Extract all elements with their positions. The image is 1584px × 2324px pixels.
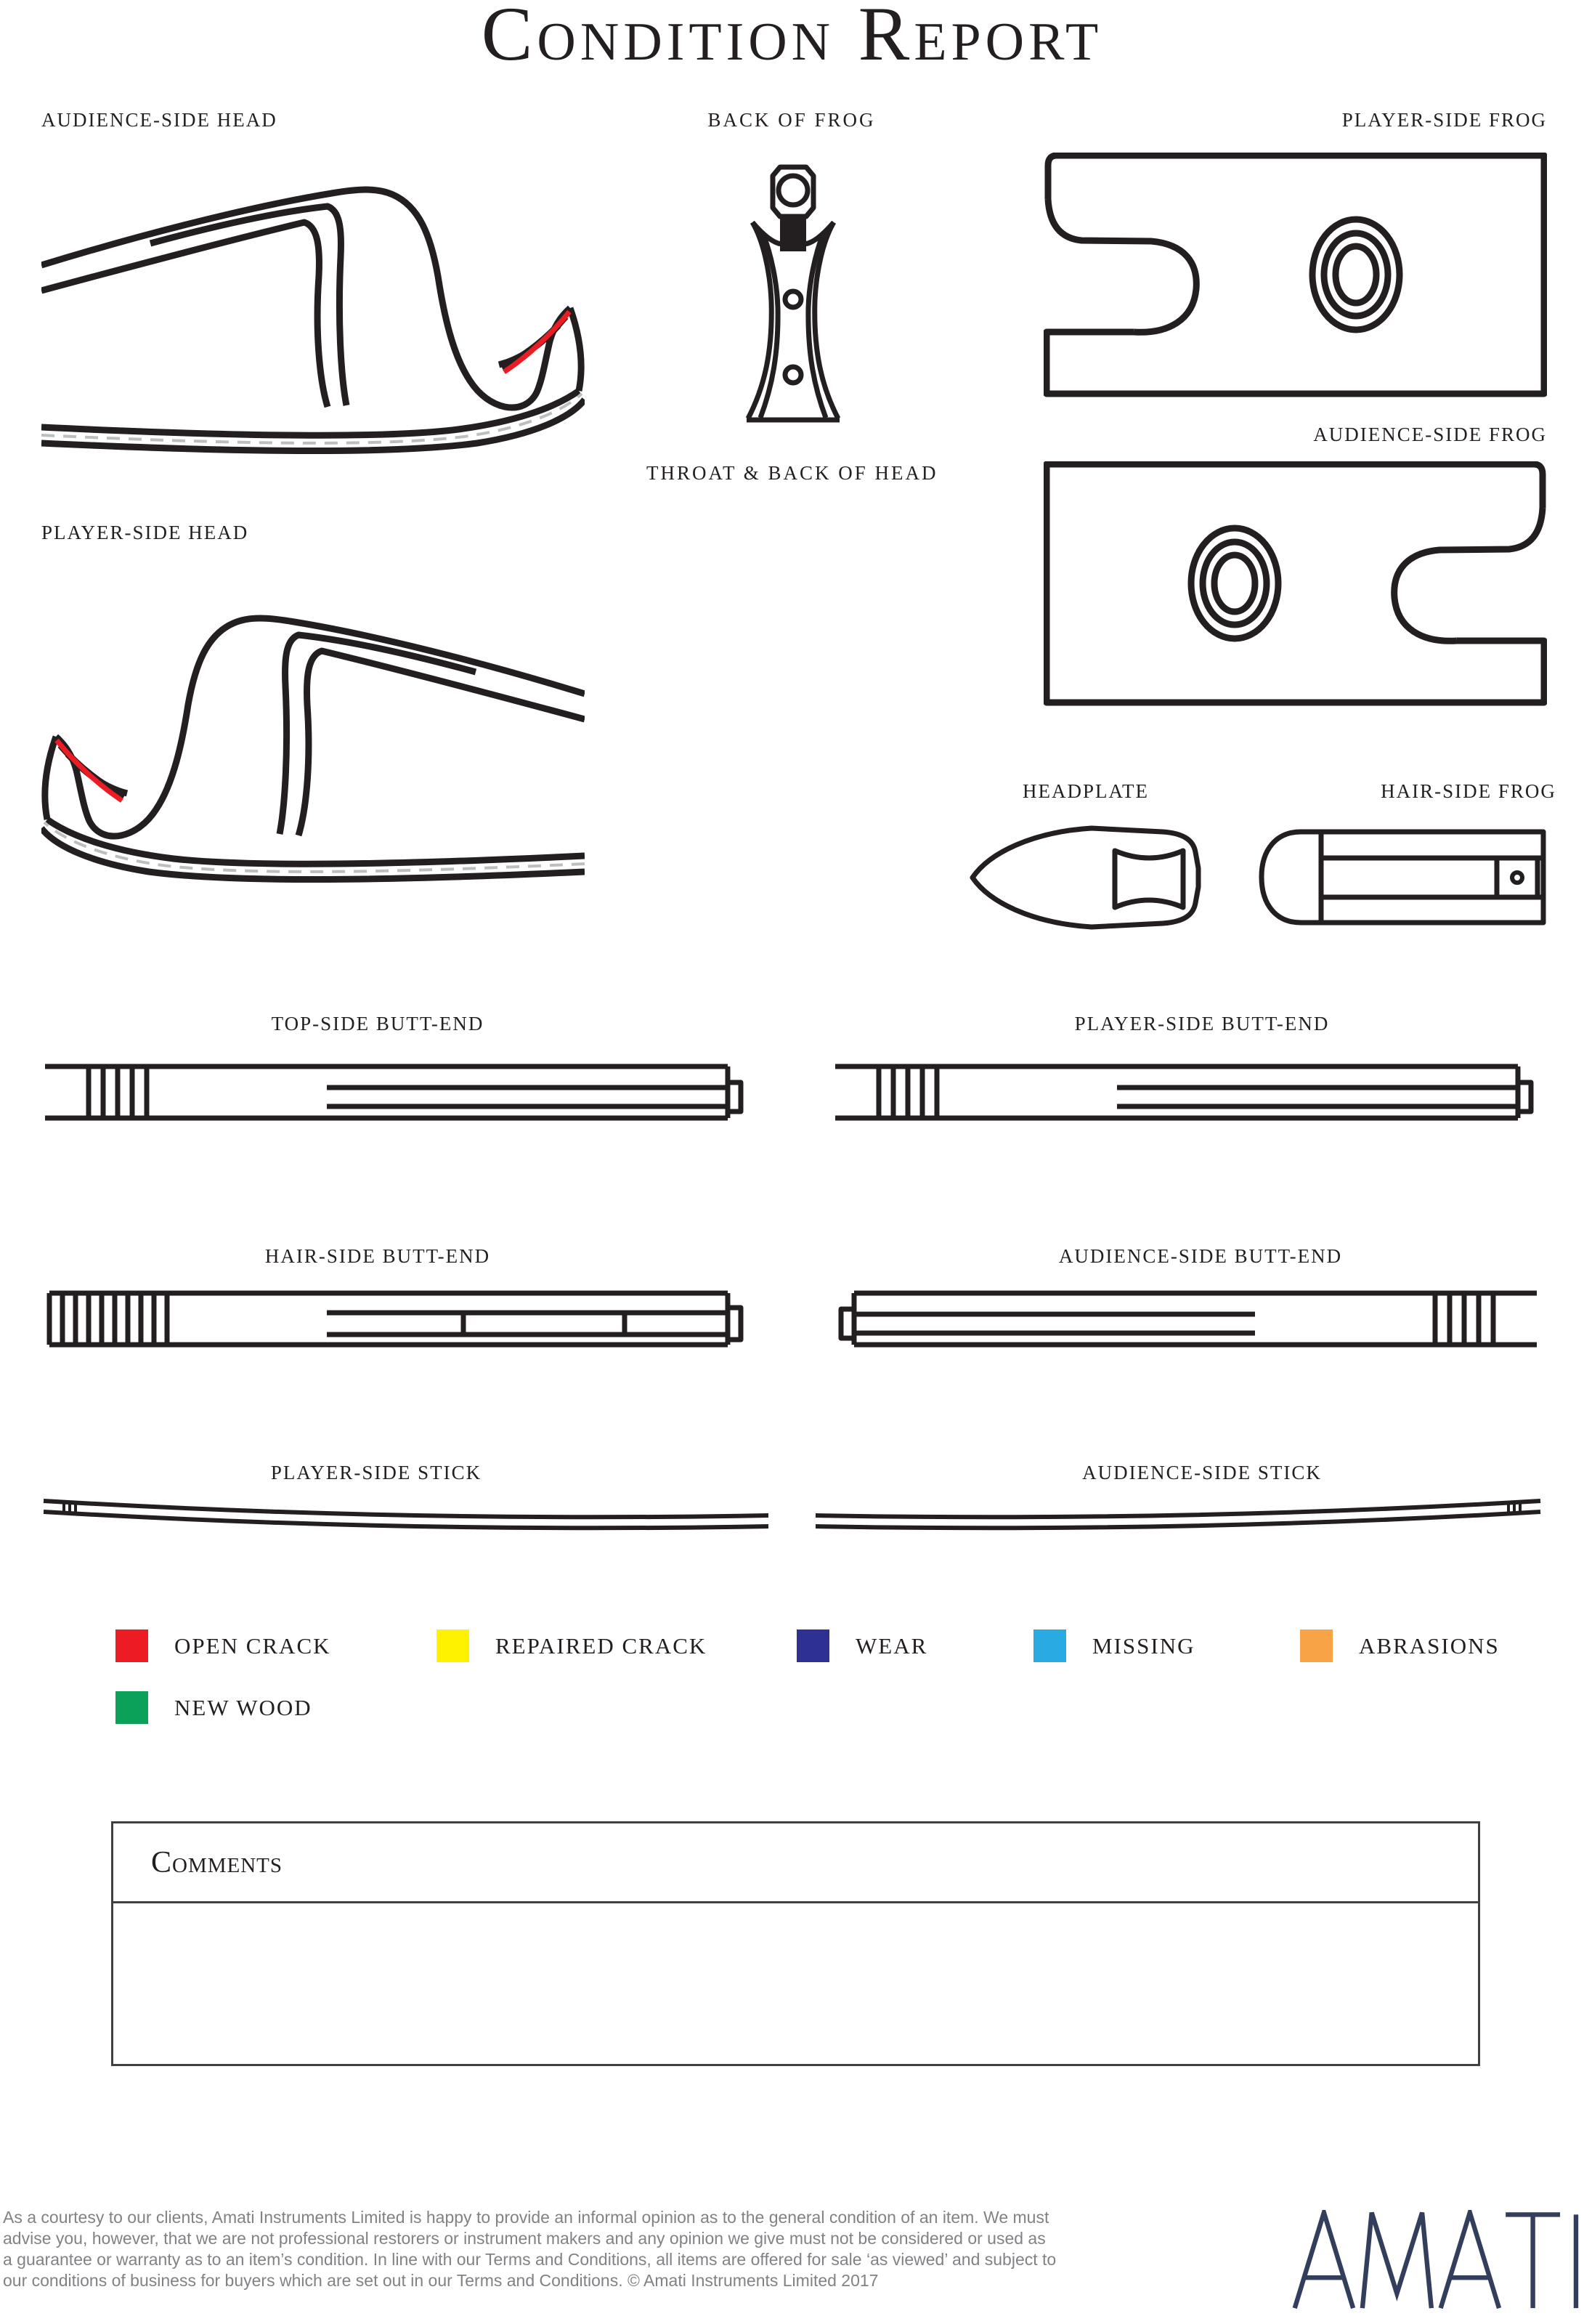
page-title: Condition Report — [481, 0, 1103, 76]
comments-header — [113, 1823, 1478, 1903]
footer-line: advise you, however, that we are not professional restorers or instrument makers and any opinion we give must not be considered or used as — [3, 2229, 1046, 2248]
label-audience-side-head: AUDIENCE-SIDE HEAD — [41, 109, 277, 131]
audience-side-stick-diagram — [814, 1494, 1542, 1537]
repaired-crack-label: REPAIRED CRACK — [495, 1632, 707, 1659]
top-side-butt-end-diagram — [44, 1064, 748, 1121]
legend-item-missing — [1033, 1629, 1195, 1662]
wear-label: WEAR — [856, 1632, 928, 1659]
legend-item-open-crack — [115, 1629, 331, 1662]
label-back-of-frog: BACK OF FROG — [707, 109, 876, 131]
player-side-stick-diagram — [42, 1494, 770, 1537]
footer-line: As a courtesy to our clients, Amati Instruments Limited is happy to provide an informal opinion as to the general condition of an item. We must — [3, 2208, 1049, 2227]
open-crack-swatch — [115, 1629, 148, 1662]
label-player-side-butt-end: PLAYER-SIDE BUTT-END — [1074, 1013, 1330, 1035]
wear-swatch — [797, 1629, 829, 1662]
abrasions-swatch — [1300, 1629, 1333, 1662]
open-crack-label: OPEN CRACK — [174, 1632, 331, 1659]
comments-input[interactable] — [113, 1903, 1478, 2062]
player-side-butt-end-diagram — [834, 1064, 1538, 1121]
label-top-side-butt-end: TOP-SIDE BUTT-END — [271, 1013, 484, 1035]
back-of-frog-diagram — [741, 144, 845, 424]
label-audience-side-frog: AUDIENCE-SIDE FROG — [1313, 424, 1547, 445]
audience-side-butt-end-diagram — [834, 1290, 1538, 1348]
comments-box — [111, 1821, 1480, 2066]
audience-side-head-diagram — [41, 145, 585, 458]
headplate-diagram — [970, 822, 1206, 933]
new-wood-swatch — [115, 1691, 148, 1724]
footer-line: our conditions of business for buyers which are set out in our Terms and Conditions. © Amati Instruments Limited 2017 — [3, 2271, 879, 2290]
frog-button-collar — [780, 216, 806, 251]
legend-item-abrasions — [1300, 1629, 1500, 1662]
abrasions-label: ABRASIONS — [1359, 1632, 1500, 1659]
audience-side-frog-diagram — [1044, 461, 1547, 707]
label-throat-back-of-head: THROAT & BACK OF HEAD — [646, 462, 938, 484]
label-player-side-frog: PLAYER-SIDE FROG — [1341, 109, 1547, 131]
label-hair-side-butt-end: HAIR-SIDE BUTT-END — [264, 1245, 491, 1267]
footer-line: a guarantee or warranty as to an item’s condition. In line with our Terms and Conditions, all items are offered for sale ‘as viewed’ and subject to — [3, 2250, 1057, 2269]
player-side-head-diagram — [41, 574, 585, 886]
hair-side-frog-diagram — [1256, 829, 1547, 926]
comments-title: Comments — [151, 1846, 283, 1879]
label-audience-side-butt-end: AUDIENCE-SIDE BUTT-END — [1058, 1245, 1343, 1267]
label-headplate: HEADPLATE — [1023, 780, 1149, 802]
label-player-side-stick: PLAYER-SIDE STICK — [270, 1462, 482, 1483]
footer-disclaimer — [3, 2207, 1056, 2291]
player-side-frog-diagram — [1044, 153, 1547, 398]
label-player-side-head: PLAYER-SIDE HEAD — [41, 522, 249, 543]
hair-side-butt-end-diagram — [44, 1290, 748, 1348]
label-audience-side-stick: AUDIENCE-SIDE STICK — [1082, 1462, 1322, 1483]
amati-logo — [1292, 2210, 1584, 2309]
legend-item-wear — [797, 1629, 927, 1662]
legend-item-new-wood — [115, 1691, 312, 1724]
label-hair-side-frog: HAIR-SIDE FROG — [1381, 780, 1556, 802]
missing-swatch — [1033, 1629, 1066, 1662]
repaired-crack-swatch — [436, 1629, 469, 1662]
missing-label: MISSING — [1092, 1632, 1195, 1659]
legend-item-repaired-crack — [436, 1629, 707, 1662]
new-wood-label: NEW WOOD — [174, 1694, 312, 1720]
